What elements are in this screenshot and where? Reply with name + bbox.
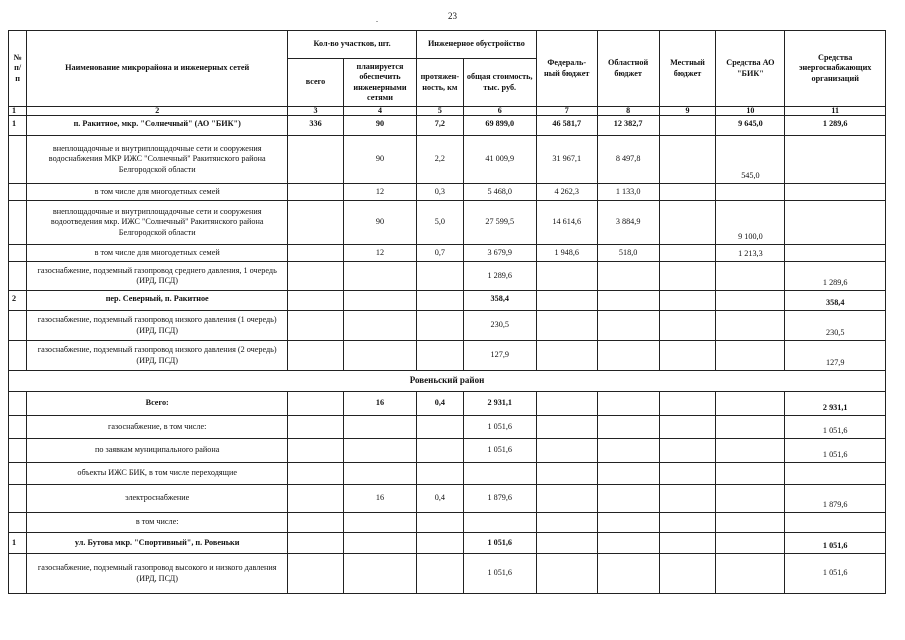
cell-cost [463, 463, 536, 485]
cell-energy: 1 051,6 [785, 533, 886, 554]
cell-length [417, 554, 464, 594]
cell-regional [597, 291, 659, 311]
cell-plots-planned: 90 [343, 136, 416, 184]
table-row [9, 554, 886, 594]
row-name: в том числе для многодетных семей [27, 184, 288, 201]
cell-regional [597, 392, 659, 416]
cell-energy [785, 513, 886, 533]
column-number: 3 [288, 107, 344, 116]
cell-plots-planned [343, 291, 416, 311]
row-name: ул. Бутова мкр. "Спортивный", п. Ровеньки [27, 533, 288, 554]
cell-local [659, 513, 716, 533]
cell-local [659, 184, 716, 201]
header-plots-total: всего [288, 59, 344, 107]
cell-bik: 9 645,0 [716, 116, 785, 136]
cell-bik: 545,0 [716, 136, 785, 184]
row-name: пер. Северный, п. Ракитное [27, 291, 288, 311]
table-row [9, 392, 886, 416]
cell-bik: 9 100,0 [716, 201, 785, 245]
cell-federal [536, 485, 597, 513]
row-number [9, 392, 27, 416]
row-name: объекты ИЖС БИК, в том числе переходящие [27, 463, 288, 485]
cell-plots-planned [343, 513, 416, 533]
header-plots-planned: планируется обеспечить инженерными сетями [343, 59, 416, 107]
cell-energy [785, 184, 886, 201]
cell-federal: 46 581,7 [536, 116, 597, 136]
table-row [9, 136, 886, 184]
cell-plots-planned [343, 311, 416, 341]
cell-energy: 127,9 [785, 341, 886, 371]
cell-regional [597, 262, 659, 291]
cell-cost: 1 051,6 [463, 416, 536, 439]
column-number: 10 [716, 107, 785, 116]
cell-energy: 230,5 [785, 311, 886, 341]
cell-length: 2,2 [417, 136, 464, 184]
cell-regional: 12 382,7 [597, 116, 659, 136]
cell-cost [463, 513, 536, 533]
cell-plots-planned: 12 [343, 245, 416, 262]
cell-plots-total [288, 291, 344, 311]
cell-cost: 69 899,0 [463, 116, 536, 136]
table-row [9, 245, 886, 262]
cell-federal: 4 262,3 [536, 184, 597, 201]
cell-bik [716, 262, 785, 291]
header-regional: Областной бюджет [597, 31, 659, 107]
row-name: в том числе для многодетных семей [27, 245, 288, 262]
row-number [9, 463, 27, 485]
cell-energy: 1 051,6 [785, 554, 886, 594]
cell-length [417, 291, 464, 311]
cell-regional [597, 416, 659, 439]
cell-cost: 127,9 [463, 341, 536, 371]
cell-federal [536, 291, 597, 311]
row-name: п. Ракитное, мкр. "Солнечный" (АО "БИК") [27, 116, 288, 136]
cell-plots-total [288, 416, 344, 439]
column-number: 9 [659, 107, 716, 116]
cell-plots-planned: 90 [343, 116, 416, 136]
cell-federal [536, 439, 597, 463]
header-bik: Средства АО "БИК" [716, 31, 785, 107]
cell-plots-total [288, 463, 344, 485]
cell-plots-planned: 90 [343, 201, 416, 245]
header-num: № п/п [9, 31, 27, 107]
row-name: газоснабжение, в том числе: [27, 416, 288, 439]
cell-cost: 1 879,6 [463, 485, 536, 513]
budget-table [8, 30, 886, 594]
table-row [9, 201, 886, 245]
table-row [9, 184, 886, 201]
cell-bik [716, 485, 785, 513]
cell-cost: 1 289,6 [463, 262, 536, 291]
column-number: 4 [343, 107, 416, 116]
cell-length: 0,7 [417, 245, 464, 262]
cell-length [417, 311, 464, 341]
cell-local [659, 554, 716, 594]
cell-bik [716, 311, 785, 341]
row-number: 1 [9, 116, 27, 136]
cell-regional [597, 533, 659, 554]
header-plots-group: Кол-во участков, шт. [288, 31, 417, 59]
cell-plots-planned [343, 262, 416, 291]
cell-plots-planned: 12 [343, 184, 416, 201]
cell-bik [716, 533, 785, 554]
cell-cost: 2 931,1 [463, 392, 536, 416]
cell-federal [536, 392, 597, 416]
cell-length: 0,4 [417, 392, 464, 416]
cell-length [417, 262, 464, 291]
cell-local [659, 341, 716, 371]
cell-plots-total [288, 341, 344, 371]
cell-plots-total [288, 245, 344, 262]
cell-regional [597, 463, 659, 485]
header-cost: общая стоимость, тыс. руб. [463, 59, 536, 107]
table-row [9, 311, 886, 341]
cell-length [417, 533, 464, 554]
cell-cost: 27 599,5 [463, 201, 536, 245]
cell-energy [785, 201, 886, 245]
cell-regional [597, 439, 659, 463]
table-row [9, 262, 886, 291]
cell-plots-planned [343, 439, 416, 463]
cell-length: 7,2 [417, 116, 464, 136]
header-local: Местный бюджет [659, 31, 716, 107]
header-energy: Средства энергоснабжающих организаций [785, 31, 886, 107]
cell-local [659, 416, 716, 439]
row-number [9, 485, 27, 513]
page-number: 23 [448, 11, 457, 21]
column-number: 5 [417, 107, 464, 116]
row-name: Всего: [27, 392, 288, 416]
table-row [9, 291, 886, 311]
column-numbers-row [9, 107, 886, 116]
cell-length [417, 416, 464, 439]
cell-federal [536, 554, 597, 594]
cell-local [659, 201, 716, 245]
cell-cost: 5 468,0 [463, 184, 536, 201]
cell-regional [597, 554, 659, 594]
cell-local [659, 485, 716, 513]
row-number [9, 262, 27, 291]
cell-cost: 41 009,9 [463, 136, 536, 184]
row-number [9, 184, 27, 201]
cell-cost: 3 679,9 [463, 245, 536, 262]
row-number [9, 554, 27, 594]
cell-bik [716, 554, 785, 594]
cell-regional [597, 485, 659, 513]
row-name: газоснабжение, подземный газопровод высокого и низкого давления (ИРД, ПСД) [27, 554, 288, 594]
row-number [9, 136, 27, 184]
cell-regional: 1 133,0 [597, 184, 659, 201]
table-row [9, 533, 886, 554]
cell-plots-total [288, 533, 344, 554]
cell-federal: 14 614,6 [536, 201, 597, 245]
cell-plots-total [288, 136, 344, 184]
cell-bik [716, 416, 785, 439]
cell-energy: 1 289,6 [785, 116, 886, 136]
cell-local [659, 533, 716, 554]
cell-length: 0,3 [417, 184, 464, 201]
cell-plots-total [288, 554, 344, 594]
cell-energy: 1 051,6 [785, 439, 886, 463]
row-name: газоснабжение, подземный газопровод низкого давления (1 очередь) (ИРД, ПСД) [27, 311, 288, 341]
row-number [9, 311, 27, 341]
cell-federal [536, 533, 597, 554]
cell-federal: 31 967,1 [536, 136, 597, 184]
row-number [9, 513, 27, 533]
section-row [9, 371, 886, 392]
column-number: 2 [27, 107, 288, 116]
page-mark: . [376, 15, 378, 24]
row-name: в том числе: [27, 513, 288, 533]
cell-bik: 1 213,3 [716, 245, 785, 262]
row-name: электроснабжение [27, 485, 288, 513]
cell-length [417, 513, 464, 533]
cell-plots-total [288, 439, 344, 463]
cell-plots-total [288, 262, 344, 291]
cell-energy: 1 051,6 [785, 416, 886, 439]
cell-regional [597, 513, 659, 533]
cell-cost: 1 051,6 [463, 554, 536, 594]
row-number [9, 439, 27, 463]
cell-plots-planned: 16 [343, 485, 416, 513]
cell-local [659, 262, 716, 291]
cell-energy: 1 289,6 [785, 262, 886, 291]
table-row [9, 439, 886, 463]
cell-energy: 2 931,1 [785, 392, 886, 416]
cell-energy [785, 245, 886, 262]
table-row [9, 416, 886, 439]
cell-federal [536, 463, 597, 485]
cell-length: 0,4 [417, 485, 464, 513]
cell-cost: 1 051,6 [463, 533, 536, 554]
cell-plots-planned [343, 341, 416, 371]
cell-plots-total [288, 184, 344, 201]
table-row [9, 116, 886, 136]
cell-bik [716, 184, 785, 201]
row-number [9, 341, 27, 371]
cell-regional [597, 311, 659, 341]
cell-energy [785, 463, 886, 485]
column-number: 7 [536, 107, 597, 116]
cell-regional: 8 497,8 [597, 136, 659, 184]
cell-local [659, 136, 716, 184]
cell-plots-planned [343, 533, 416, 554]
cell-bik [716, 392, 785, 416]
cell-local [659, 245, 716, 262]
cell-regional: 518,0 [597, 245, 659, 262]
cell-regional [597, 341, 659, 371]
row-name: внеплощадочные и внутриплощадочные сети и сооружения водоснабжения МКР ИЖС "Солнечный" Ракитянского района Белгородской области [27, 136, 288, 184]
cell-regional: 3 884,9 [597, 201, 659, 245]
cell-cost: 230,5 [463, 311, 536, 341]
cell-local [659, 439, 716, 463]
row-number [9, 416, 27, 439]
cell-bik [716, 513, 785, 533]
row-number [9, 245, 27, 262]
cell-plots-planned [343, 554, 416, 594]
row-name: газоснабжение, подземный газопровод низкого давления (2 очередь) (ИРД, ПСД) [27, 341, 288, 371]
cell-federal [536, 513, 597, 533]
cell-federal [536, 311, 597, 341]
row-name: внеплощадочные и внутриплощадочные сети и сооружения водоотведения мкр. ИЖС "Солнечный" Ракитянского района Белгородской области [27, 201, 288, 245]
cell-bik [716, 341, 785, 371]
row-number: 2 [9, 291, 27, 311]
cell-energy [785, 136, 886, 184]
cell-energy: 358,4 [785, 291, 886, 311]
header-length: протяжен-ность, км [417, 59, 464, 107]
cell-plots-planned [343, 463, 416, 485]
cell-bik [716, 439, 785, 463]
cell-local [659, 311, 716, 341]
cell-length [417, 439, 464, 463]
row-name: газоснабжение, подземный газопровод среднего давления, 1 очередь (ИРД, ПСД) [27, 262, 288, 291]
cell-cost: 358,4 [463, 291, 536, 311]
column-number: 8 [597, 107, 659, 116]
header-name: Наименование микрорайона и инженерных сетей [27, 31, 288, 107]
cell-plots-total [288, 513, 344, 533]
cell-bik [716, 463, 785, 485]
cell-plots-total [288, 311, 344, 341]
table-row [9, 341, 886, 371]
cell-length [417, 341, 464, 371]
cell-plots-total: 336 [288, 116, 344, 136]
cell-federal [536, 262, 597, 291]
section-title: Ровеньский район [9, 371, 886, 392]
header-engineering-group: Инженерное обустройство [417, 31, 537, 59]
row-number [9, 201, 27, 245]
table-row [9, 463, 886, 485]
cell-length [417, 463, 464, 485]
table-row [9, 513, 886, 533]
cell-bik [716, 291, 785, 311]
cell-local [659, 463, 716, 485]
cell-local [659, 291, 716, 311]
cell-plots-planned [343, 416, 416, 439]
cell-federal [536, 416, 597, 439]
cell-plots-planned: 16 [343, 392, 416, 416]
cell-federal: 1 948,6 [536, 245, 597, 262]
cell-federal [536, 341, 597, 371]
header-federal: Федераль-ный бюджет [536, 31, 597, 107]
column-number: 6 [463, 107, 536, 116]
cell-local [659, 116, 716, 136]
cell-cost: 1 051,6 [463, 439, 536, 463]
row-name: по заявкам муниципального района [27, 439, 288, 463]
cell-plots-total [288, 485, 344, 513]
cell-plots-total [288, 392, 344, 416]
cell-length: 5,0 [417, 201, 464, 245]
row-number: 1 [9, 533, 27, 554]
column-number: 11 [785, 107, 886, 116]
cell-plots-total [288, 201, 344, 245]
column-number: 1 [9, 107, 27, 116]
cell-local [659, 392, 716, 416]
cell-energy: 1 879,6 [785, 485, 886, 513]
table-row [9, 485, 886, 513]
